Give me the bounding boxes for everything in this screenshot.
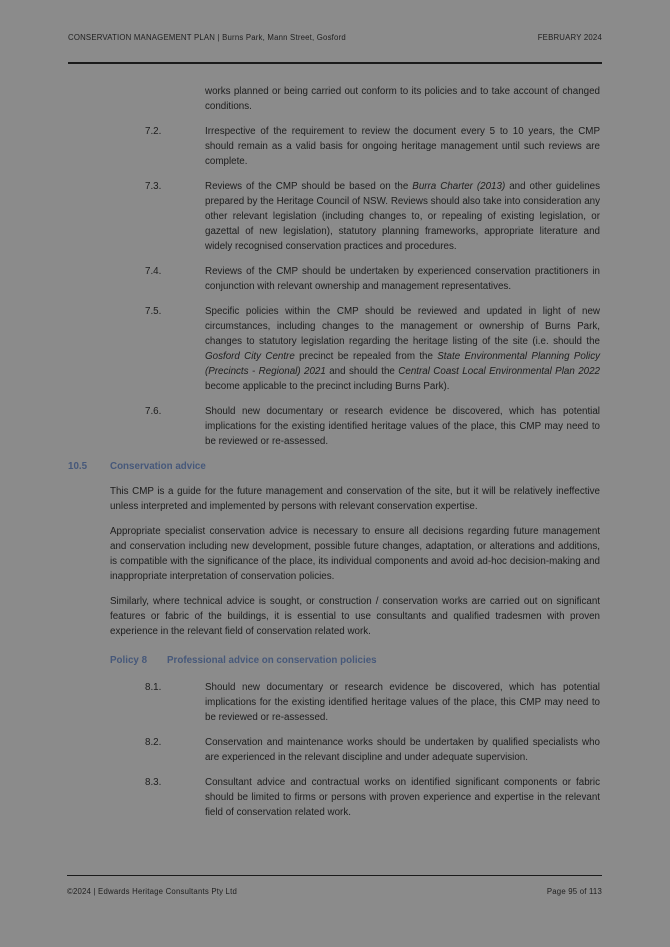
- item-text: Reviews of the CMP should be undertaken by experienced conservation practitioners in conjunction with relevant ownership and management representatives.: [205, 266, 600, 292]
- item-number: 7.3.: [145, 181, 162, 192]
- list-item-8-2: [145, 735, 600, 765]
- section-heading-conservation-advice: [68, 459, 600, 474]
- list-item-7-3: [145, 179, 600, 254]
- item-number: 7.4.: [145, 266, 162, 277]
- policy-title: Professional advice on conservation policies: [167, 655, 377, 666]
- header-document-title: CONSERVATION MANAGEMENT PLAN | Burns Park, Mann Street, Gosford: [68, 33, 346, 42]
- item-text: Consultant advice and contractual works on identified significant components or fabric should be limited to firms or persons with proven experience and expertise in the relevant field of conservation related work.: [205, 777, 600, 818]
- section-number: 10.5: [68, 461, 88, 472]
- policy-number: Policy 8: [110, 655, 148, 666]
- header-date: FEBRUARY 2024: [537, 33, 602, 42]
- footer-rule: [67, 875, 602, 876]
- list-item-8-3: [145, 775, 600, 820]
- item-number: 8.3.: [145, 777, 162, 788]
- item-number: 8.2.: [145, 737, 162, 748]
- item-text: Should new documentary or research evidence be discovered, which has potential implications for the existing identified heritage values of the place, this CMP may need to be reviewed or re-assessed.: [205, 682, 600, 723]
- list-item-7-2: [145, 124, 600, 169]
- item-text: Should new documentary or research evidence be discovered, which has potential implications for the existing identified heritage values of the place, this CMP may need to be reviewed or re-assessed.: [205, 406, 600, 447]
- item-number: 7.2.: [145, 126, 162, 137]
- list-item-7-5: [145, 304, 600, 394]
- item-text: Specific policies within the CMP should be reviewed and updated in light of new circumstances, including changes to the management or ownership of Burns Park, changes to statutory legislation regarding the heritage listing of the site (i.e. should the Gosford City Centre precinct be repealed from the State Environmental Planning Policy (Precincts - Regional) 2021 and should the Central Coast Local Environmental Plan 2022 become applicable to the precinct including Burns Park).: [205, 306, 600, 392]
- item-text: Irrespective of the requirement to review the document every 5 to 10 years, the CMP should remain as a valid basis for ongoing heritage management until such reviews are complete.: [205, 126, 600, 167]
- page-footer: [67, 887, 602, 896]
- item-number: 7.6.: [145, 406, 162, 417]
- item-number: 8.1.: [145, 682, 162, 693]
- body-paragraph: This CMP is a guide for the future management and conservation of the site, but it will be relatively ineffective unless interpreted and implemented by persons with relevant conservation expertise.: [110, 486, 600, 512]
- list-item-7-4: [145, 264, 600, 294]
- list-item-7-6: [145, 404, 600, 449]
- page-content: [0, 84, 670, 830]
- item-text: Conservation and maintenance works should be undertaken by qualified specialists who are experienced in the relevant discipline and under adequate supervision.: [205, 737, 600, 763]
- page-header: [68, 33, 602, 42]
- item-number: 7.5.: [145, 306, 162, 317]
- body-paragraph: Similarly, where technical advice is sought, or construction / conservation works are carried out on significant features or fabric of the buildings, it is essential to use consultants and qualified tradesmen with proven experience in the relevant field of conservation related work.: [110, 596, 600, 637]
- body-paragraph: Appropriate specialist conservation advice is necessary to ensure all decisions regarding future management and conservation including new development, possible future changes, adaptation, or alterations and additions, is compatible with the significance of the place, its individual components and avoid ad-hoc decision-making and inappropriate interpretation of conservation policies.: [110, 526, 600, 582]
- footer-copyright: ©2024 | Edwards Heritage Consultants Pty Ltd: [67, 887, 237, 896]
- footer-page-number: Page 95 of 113: [546, 887, 602, 896]
- policy-heading: [110, 653, 600, 668]
- item-text: Reviews of the CMP should be based on the Burra Charter (2013) and other guidelines prepared by the Heritage Council of NSW. Reviews should also take into consideration any other relevant legislation (including changes to, or repealing of existing legislation, or gazettal of new legislation), statutory planning frameworks, appropriate literature and widely recognised conservation practices and procedures.: [205, 181, 600, 252]
- header-rule: [68, 62, 602, 64]
- continuation-paragraph: works planned or being carried out conform to its policies and to take account of changed conditions.: [205, 86, 600, 112]
- list-item-8-1: [145, 680, 600, 725]
- section-title: Conservation advice: [110, 461, 206, 472]
